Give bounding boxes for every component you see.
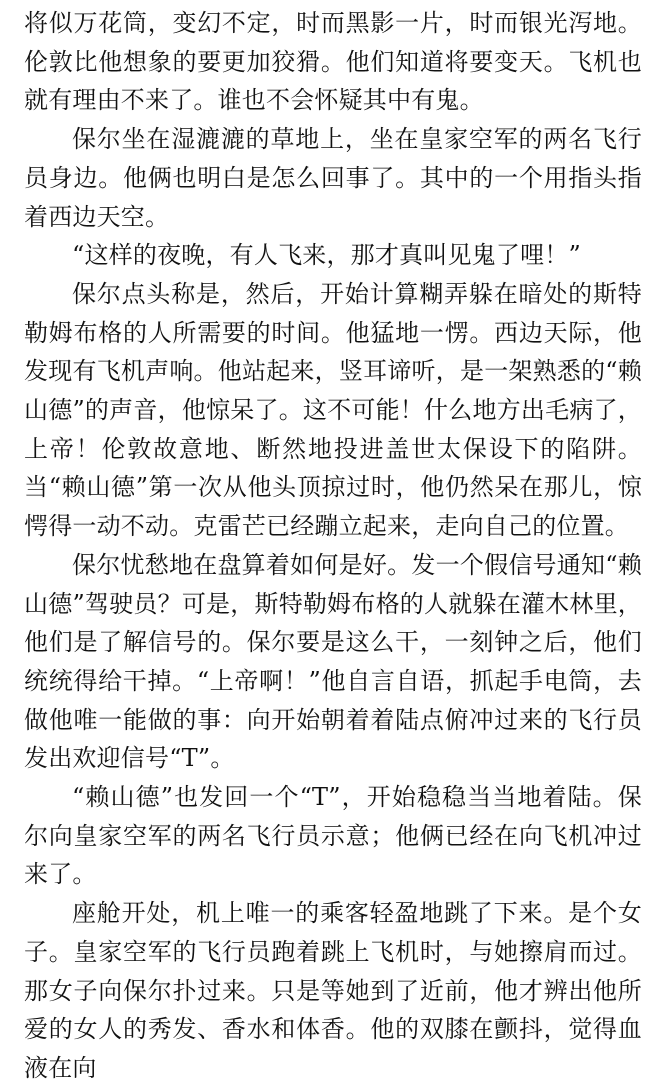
paragraph-1: 将似万花筒，变幻不定，时而黑影一片，时而银光泻地。伦敦比他想象的要更加狡猾。他们知道将要变天。飞机也就有理由不来了。谁也不会怀疑其中有鬼。 [24, 9, 642, 115]
paragraph-6: “赖山德”也发回一个“T”，开始稳稳当当地着陆。保尔向皇家空军的两名飞行员示意；他俩已经在向飞机冲过来了。 [24, 783, 642, 889]
paragraph-5: 保尔忧愁地在盘算着如何是好。发一个假信号通知“赖山德”驾驶员？可是，斯特勒姆布格的人就躲在灌木林里，他们是了解信号的。保尔要是这么干，一刻钟之后，他们统统得给干掉。“上帝啊！”他自言自语，抓起手电筒，去做他唯一能做的事：向开始朝着着陆点俯冲过来的飞行员发出欢迎信号“T”。 [24, 550, 642, 773]
paragraph-2: 保尔坐在湿漉漉的草地上，坐在皇家空军的两名飞行员身边。他俩也明白是怎么回事了。其中的一个用指头指着西边天空。 [24, 125, 642, 231]
paragraph-3: “这样的夜晚，有人飞来，那才真叫见鬼了哩！” [72, 241, 581, 270]
body-text [24, 4, 642, 1088]
paragraph-7: 座舱开处，机上唯一的乘客轻盈地跳了下来。是个女子。皇家空军的飞行员跑着跳上飞机时，与她擦肩而过。那女子向保尔扑过来。只是等她到了近前，他才辨出他所爱的女人的秀发、香水和体香。他的双膝在颤抖，觉得血液在向 [24, 899, 642, 1082]
paragraph-4: 保尔点头称是，然后，开始计算糊弄躲在暗处的斯特勒姆布格的人所需要的时间。他猛地一愣。西边天际，他发现有飞机声响。他站起来，竖耳谛听，是一架熟悉的“赖山德”的声音，他惊呆了。这不可能！什么地方出毛病了，上帝！伦敦故意地、断然地投进盖世太保设下的陷阱。当“赖山德”第一次从他头顶掠过时，他仍然呆在那儿，惊愕得一动不动。克雷芒已经蹦立起来，走向自己的位置。 [24, 279, 642, 541]
